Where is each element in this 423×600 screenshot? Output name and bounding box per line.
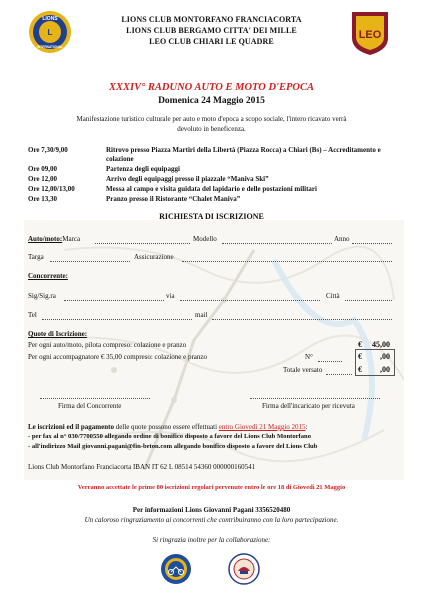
payment-colon: : [305,423,308,431]
modello-label: Modello [193,235,217,243]
assicurazione-label: Assicurazione [134,253,174,261]
quota2-currency: € [358,352,362,361]
totale-currency: € [358,365,362,374]
payment-deadline: entro Giovedì 21 Maggio 2015 [218,423,306,431]
totale-label: Totale versato [283,366,323,374]
header-club-bergamo: LIONS CLUB BERGAMO CITTA' DEI MILLE [126,26,297,35]
citta-field[interactable] [345,300,392,301]
via-field[interactable] [180,300,320,301]
thanks-line: Un caloroso ringraziamento ai concorrenti che contribuiranno con la loro partecipazione. [84,516,339,524]
schedule-desc: Ritrovo presso Piazza Martiri della Libertà (Piazza Rocca) a Chiari (Bs) – Accreditamento e colazione [106,146,381,163]
sig-label: Sig/Sig.ra [28,292,56,300]
header-club-montorfano: LIONS CLUB MONTORFANO FRANCIACORTA [121,15,302,24]
header-club-leo: LEO CLUB CHIARI LE QUADRE [149,37,274,46]
payment-intro-bold: Le iscrizioni ed il pagamento [28,423,114,431]
quota1-currency: € [358,340,362,349]
payment-intro-text: delle quote possono essere effettuati [113,423,219,431]
n-label: N° [305,353,313,361]
schedule-desc: Messa al campo e visita guidata del lapidario e delle postazioni militari [106,185,317,193]
iban-line: Lions Club Montorfano Franciacorta IBAN IT 62 L 08514 54360 000000160541 [28,463,256,471]
sponsor-line: Si ringrazia inoltre per la collaborazione: [152,536,271,544]
totale-value: ,00 [380,365,390,374]
form-title: RICHIESTA DI ISCRIZIONE [159,212,264,221]
modello-field[interactable] [222,243,332,244]
tel-label: Tel [28,311,37,319]
concorrente-label: Concorrente: [28,272,68,280]
schedule-time: Ore 09,00 [28,165,58,173]
firma-incaricato-line[interactable] [250,398,380,399]
svg-text:LEO: LEO [358,29,382,41]
map-watermark [24,220,404,480]
tel-field[interactable] [42,319,192,320]
svg-text:L: L [47,28,53,37]
schedule-item [28,146,408,166]
auto-moto-row [28,235,80,243]
schedule-desc: Pranzo presso il Ristorante “Chalet Maniva” [106,195,241,203]
contact-line: Per informazioni Lions Giovanni Pagani 3356520480 [132,506,291,514]
via-label: via [166,292,175,300]
assicurazione-field[interactable] [182,261,392,262]
sponsor-logo-moto [160,553,192,585]
mail-label: mail [195,311,208,319]
sponsor-logo-club [228,553,260,585]
firma-concorrente-label: Firma del Concorrente [58,402,122,410]
schedule-time: Ore 12,00 [28,175,58,183]
schedule-time: Ore 13,30 [28,195,58,203]
quote-title: Quote di Iscrizione: [28,330,88,338]
schedule-desc: Partenza degli equipaggi [106,165,180,173]
schedule-desc: Arrivo degli equipaggi presso il piazzale “Maniva Ski” [106,175,269,183]
event-intro: Manifestazione turistico culturale per auto e moto d'epoca a scopo sociale, l'intero ricavato verrà devoluto in beneficenza. [76,115,347,133]
mail-field[interactable] [212,319,392,320]
payment-intro [28,423,307,431]
quota1-label: Per ogni auto/moto, pilota compreso: colazione e pranzo [28,341,187,349]
event-date: Domenica 24 Maggio 2015 [158,96,265,106]
quota1-value: 45,00 [372,340,390,349]
firma-incaricato-label: Firma dell'incaricato per ricevuta [262,402,355,410]
leo-logo [348,8,392,56]
payment-fax: - per fax al n° 030/7700550 allegando ordine di bonifico disposto a favore del Lions Club Montorfano [28,433,312,440]
amount-box [355,349,395,376]
totale-dots [326,374,352,375]
targa-label: Targa [28,253,44,261]
marca-field[interactable] [95,243,190,244]
quota2-label: Per ogni accompagnatore € 35,00 compreso: colazione e pranzo [28,353,208,361]
schedule-time: Ore 12,00/13,00 [28,185,75,193]
n-field[interactable] [318,361,342,362]
citta-label: Città [326,292,340,300]
schedule-time: Ore 7,30/9,00 [28,146,68,154]
sig-field[interactable] [64,300,164,301]
event-title: XXXIV° RADUNO AUTO E MOTO D'EPOCA [108,82,314,93]
targa-field[interactable] [50,261,130,262]
marca-label: Marca [62,235,81,243]
firma-concorrente-line[interactable] [40,398,150,399]
auto-moto-label: Auto/moto: [28,235,63,243]
warning-line: Verranno accettate le prime 80 iscrizioni regolari pervenute entro le ore 18 di Giovedì 21 Maggio [77,484,346,491]
quota2-value: ,00 [380,352,390,361]
payment-mail: - all'indirizzo Mail giovanni.pagani@fin-beton.com allegando bonifico disposto a favore del Lions Club [28,443,318,450]
anno-field[interactable] [352,243,392,244]
svg-text:LIONS: LIONS [42,16,58,22]
anno-label: Anno [334,235,350,243]
svg-text:INTERNATIONAL: INTERNATIONAL [37,45,63,49]
